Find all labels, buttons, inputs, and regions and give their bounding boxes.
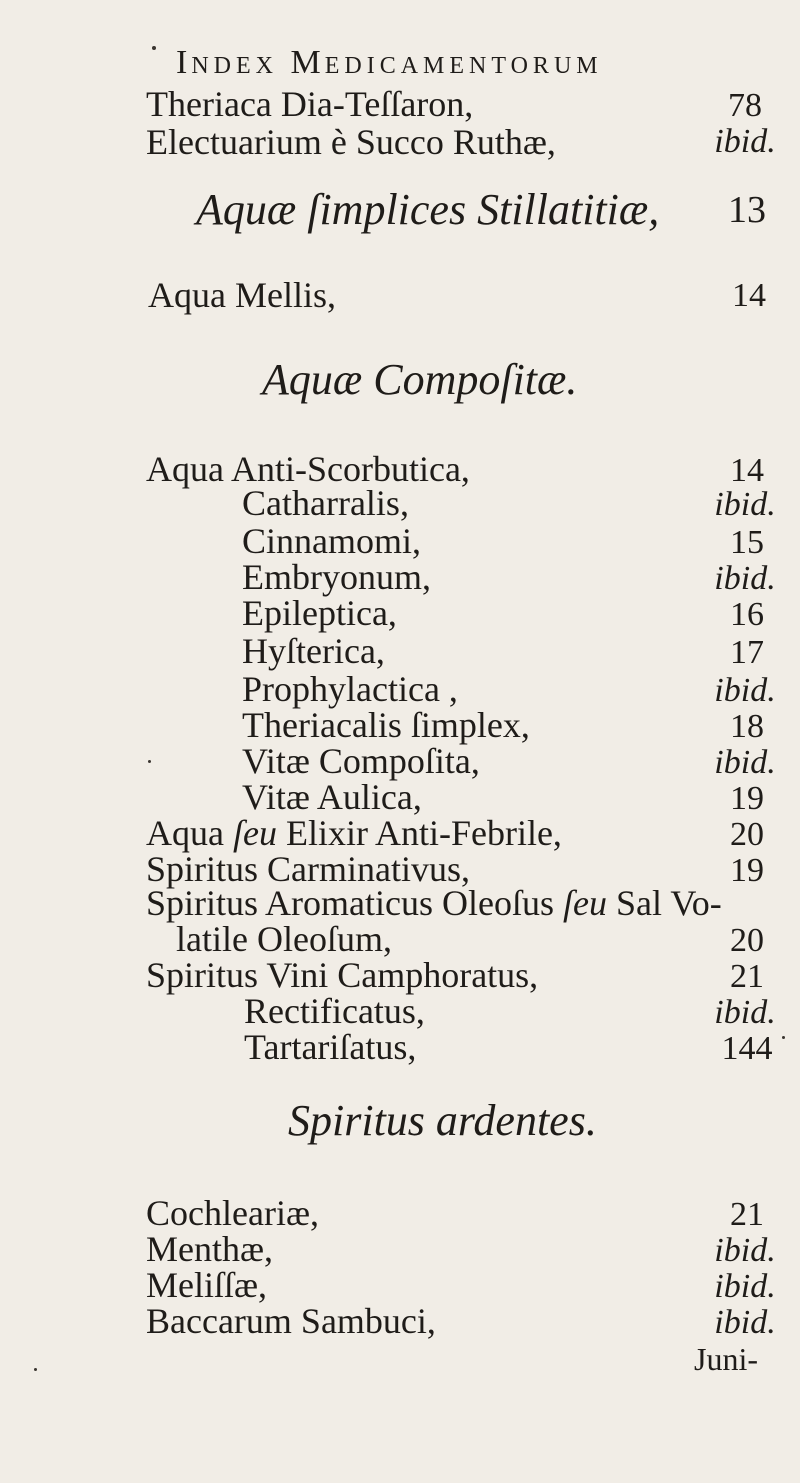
entry-name: Electuarium è Succo Ruthæ, <box>146 122 556 162</box>
running-header <box>176 44 736 82</box>
paper-speck <box>152 46 156 50</box>
entry-ref: 20 <box>730 922 764 959</box>
section-title-compositae: Aquæ Compoſitæ. <box>262 355 578 404</box>
entry-ref: 16 <box>730 596 764 633</box>
entry-name: Vitæ Aulica, <box>242 777 422 817</box>
seu-word: ſeu <box>232 813 277 853</box>
entry-name: Epileptica, <box>242 593 397 633</box>
entry-ref: 15 <box>730 524 764 561</box>
entry-name: Hyſterica, <box>242 631 385 671</box>
entry-part: Elixir Anti-Febrile, <box>285 813 562 853</box>
entry-ref: 144 <box>721 1030 773 1067</box>
entry-ref: 21 <box>730 958 764 995</box>
entry-name: Theriacalis ſimplex, <box>242 705 530 745</box>
entry-ref: 78 <box>728 87 762 124</box>
entry-name: Aqua Anti-Scorbutica, <box>146 449 470 489</box>
entry-ref: ibid. <box>714 1232 776 1269</box>
entry-name: Tartariſatus, <box>244 1027 417 1067</box>
entry-ref: ibid. <box>714 744 776 781</box>
entry-name: Catharralis, <box>242 483 409 523</box>
header-rest-2: EDICAMENTORUM <box>324 53 603 79</box>
entry-name: Theriaca Dia-Teſſaron, <box>146 84 474 124</box>
entry-name: Aqua Mellis, <box>148 275 336 315</box>
entry-name: Cochleariæ, <box>146 1193 319 1233</box>
entry-name: Prophylactica , <box>242 669 458 709</box>
catchword: Juni- <box>694 1341 758 1377</box>
entry-name: Spiritus Carminativus, <box>146 849 470 889</box>
entry-name: Spiritus Vini Camphoratus, <box>146 955 539 995</box>
seu-word: ſeu <box>563 883 607 923</box>
entry-name: Rectificatus, <box>244 991 425 1031</box>
paper-speck <box>34 1368 37 1371</box>
section-title-ardentes: Spiritus ardentes. <box>288 1096 597 1145</box>
entry-ref: 19 <box>730 852 764 889</box>
entry-name: Cinnamomi, <box>242 521 421 561</box>
entry-name: Embryonum, <box>242 557 431 597</box>
header-cap-1: I <box>176 44 192 81</box>
entry-ref: 21 <box>730 1196 764 1233</box>
section-title-simplices: Aquæ ſimplices Stillatitiæ, <box>196 185 660 234</box>
entry-ref: 14 <box>732 277 766 314</box>
entry-ref: ibid. <box>714 486 776 523</box>
entry-name: Meliſſæ, <box>146 1265 268 1305</box>
entry-part: Sal Vo- <box>615 883 722 923</box>
paper-speck <box>782 1036 785 1039</box>
entry-ref: ibid. <box>714 672 776 709</box>
paper-speck <box>148 760 151 763</box>
entry-part: Aqua <box>146 813 224 853</box>
entry-ref: ibid. <box>714 1304 776 1341</box>
entry-ref: ibid. <box>714 560 776 597</box>
header-cap-2: M <box>290 44 325 81</box>
entry-part: Spiritus Aromaticus Oleoſus <box>146 883 554 923</box>
entry-ref: ibid. <box>714 1268 776 1305</box>
header-rest-1: NDEX <box>191 53 278 79</box>
entry-ref: 17 <box>730 634 764 671</box>
entry-ref: 18 <box>730 708 764 745</box>
entry-ref: ibid. <box>714 994 776 1031</box>
entry-name: Baccarum Sambuci, <box>146 1301 436 1341</box>
entry-continuation: latile Oleoſum, <box>176 919 392 959</box>
section-ref: 13 <box>728 189 766 231</box>
entry-name: Vitæ Compoſita, <box>242 741 480 781</box>
entry-name: Menthæ, <box>146 1229 274 1269</box>
entry-ref: 20 <box>730 816 764 853</box>
entry-ref: 14 <box>730 452 764 489</box>
entry-ref: ibid. <box>714 123 776 160</box>
entry-ref: 19 <box>730 780 764 817</box>
